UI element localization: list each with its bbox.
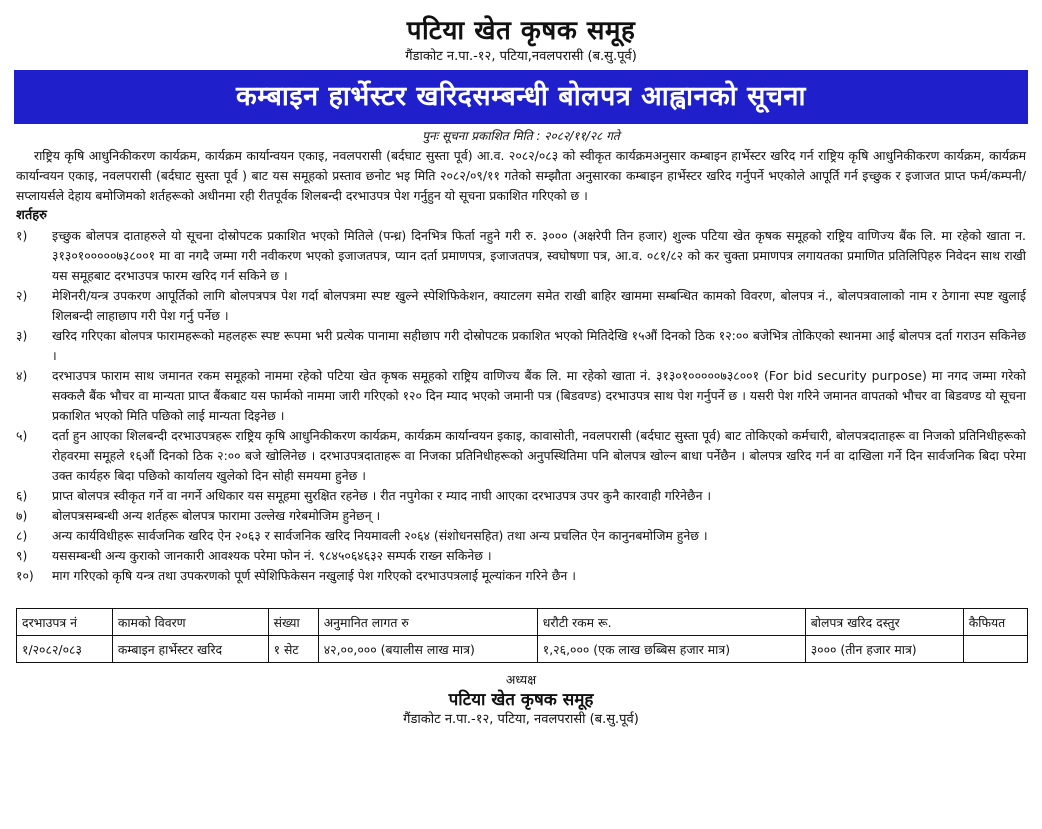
- term-text: दरभाउपत्र फाराम साथ जमानत रकम समूहको नाममा रहेको पटिया खेत कृषक समूहको राष्ट्रिय वाणिज्य बैंक लि. मा रहेको खाता नं. ३१३०१०००००७३८००१ (For bid security purpose) मा नगद जम्मा गरेको सक्कलै बैंक भौचर वा मान्यता प्राप्त बैंकबाट यस फार्मको नाममा जारी गरिएको १२० दिन म्याद भएको जमानी पत्र (बिडवण्ड) दरभाउपत्र साथ पेश गर्नुपर्ने छ । यसरी पेश गरिने जमानत वापतको भौचर वा बिडवण्ड यो सूचना प्रकाशित भएको मिति पछिको लाई मान्यता दिइनेछ ।: [52, 368, 1026, 423]
- org-address: गैंडाकोट न.पा.-१२, पटिया,नवलपरासी (ब.सु.पूर्व): [405, 49, 637, 64]
- term-item: [16, 426, 1026, 486]
- table-cell: १/२०८२/०८३: [17, 636, 113, 663]
- table-header-cell: धरौटी रकम रू.: [537, 609, 805, 636]
- tender-table: [16, 608, 1028, 663]
- term-text: माग गरिएको कृषि यन्त्र तथा उपकरणको पूर्ण स्पेशिफिकेसन नखुलाई पेश गरिएको दरभाउपत्रलाई मूल्यांकन गरिने छैन ।: [52, 568, 576, 583]
- reissue-date-note: पुनः सूचना प्रकाशित मिति : २०८२/११/२८ गते: [422, 129, 620, 143]
- table-header-cell: अनुमानित लागत रु: [318, 609, 537, 636]
- term-number: ९): [16, 548, 28, 563]
- term-item: [16, 526, 1026, 546]
- term-item: [16, 546, 1026, 566]
- table-header-cell: कैफियत: [963, 609, 1027, 636]
- table-row: [17, 636, 1028, 663]
- term-text: दर्ता हुन आएका शिलबन्दी दरभाउपत्रहरू राष्ट्रिय कृषि आधुनिकीकरण कार्यक्रम, कार्यक्रम कार्यान्वयन इकाइ, कावासोती, नवलपरासी (बर्दघाट सुस्ता पूर्व) बाट तोकिएको कर्मचारी, बोलपत्रदाताहरू वा निजको प्रतिनिधीहरूको रोहवरमा समूहले १६औं दिनको ठिक २:०० बजे खोलिनेछ । दरभाउपत्रदाताहरू वा निजका प्रतिनिधीहरूको अनुपस्थितिमा पनि बोलपत्र खोल्न बाधा पर्नेछैन । बोलपत्र खरिद गर्न वा दाखिला गर्ने दिन सार्वजनिक बिदा परेमा उक्त कार्यहरु बिदा पछिको कार्यालय खुलेको दिन सोही समयमा हुनेछ ।: [52, 428, 1026, 483]
- term-item: [16, 366, 1026, 426]
- intro-paragraph: राष्ट्रिय कृषि आधुनिकीकरण कार्यक्रम, कार्यक्रम कार्यान्वयन एकाइ, नवलपरासी (बर्दघाट सुस्ता पूर्व) आ.व. २०८२/०८३ को स्वीकृत कार्यक्रमअनुसार कम्बाइन हार्भेस्टर खरिद गर्न राष्ट्रिय कृषि आधुनिकीकरण कार्यक्रम, कार्यक्रम कार्यान्वयन एकाइ, नवलपरासी (बर्दघाट सुस्ता पूर्व ) बाट यस समूहको प्रस्ताव छनोट भइ मिति २०८२/०९/११ गतेको सम्झौता अनुसारका कम्बाइन हार्भेस्टर खरिद गर्नुपर्ने भएकोले आपूर्ति गर्न इच्छुक र इजाजत प्राप्त फर्म/कम्पनी/सप्लायर्सले देहाय बमोजिमको शर्तहरूको अधीनमा रही रीतपूर्वक शिलबन्दी दरभाउपत्र पेश गर्नुहुन यो सूचना प्रकाशित गरिएको छ ।: [16, 148, 1026, 203]
- term-number: १०): [16, 568, 34, 583]
- term-text: इच्छुक बोलपत्र दाताहरुले यो सूचना दोस्रोपटक प्रकाशित भएको मितिले (पन्ध्र) दिनभित्र फिर्ता नहुने गरी रु. ३००० (अक्षरेपी तिन हजार) शुल्क पटिया खेत कृषक समूहको राष्ट्रिय वाणिज्य बैंक लि. मा रहेको खाता न. ३१३०१०००००७३८००१ मा वा नगदै जम्मा गरी नवीकरण भएको इजाजतपत्र, प्यान दर्ता प्रमाणपत्र, इजाजतपत्र, स्वघोषणा पत्र, आ.व. ०८१/८२ को कर चुक्ता प्रमाणपत्र लगायतका प्रमाणित प्रतिलिपिहरु निवेदन साथ राखी यस समूहबाट दरभाउपत्र फारम खरिद गर्न सकिने छ ।: [52, 228, 1026, 283]
- table-cell: ३००० (तीन हजार मात्र): [805, 636, 963, 663]
- term-item: [16, 326, 1026, 366]
- table-cell: ४२,००,००० (बयालीस लाख मात्र): [318, 636, 537, 663]
- term-item: [16, 226, 1026, 286]
- term-number: २): [16, 288, 28, 303]
- term-text: प्राप्त बोलपत्र स्वीकृत गर्ने वा नगर्ने अधिकार यस समूहमा सुरक्षित रहनेछ । रीत नपुगेका र म्याद नाघी आएका दरभाउपत्र उपर कुनै कारवाही गरिनेछैन ।: [52, 488, 712, 503]
- table-cell: [963, 636, 1027, 663]
- table-cell: १ सेट: [268, 636, 318, 663]
- org-name: पटिया खेत कृषक समूह: [406, 16, 636, 46]
- table-cell: १,२६,००० (एक लाख छब्बिस हजार मात्र): [537, 636, 805, 663]
- term-number: ६): [16, 488, 28, 503]
- footer-address: गैंडाकोट न.पा.-१२, पटिया, नवलपरासी (ब.सु.पूर्व): [403, 712, 639, 727]
- term-number: १): [16, 228, 28, 243]
- terms-list: [14, 226, 1028, 586]
- term-text: अन्य कार्यविधीहरू सार्वजनिक खरिद ऐन २०६३ र सार्वजनिक खरिद नियमावली २०६४ (संशोधनसहित) तथा अन्य प्रचलित ऐन कानुनबमोजिम हुनेछ ।: [52, 528, 708, 543]
- term-number: ७): [16, 508, 28, 523]
- term-text: यससम्बन्धी अन्य कुराको जानकारी आवश्यक परेमा फोन नं. ९८४५०६४६३२ सम्पर्क राख्न सकिनेछ ।: [52, 548, 492, 563]
- table-cell: कम्बाइन हार्भेस्टर खरिद: [112, 636, 268, 663]
- table-header-row: [17, 609, 1028, 636]
- term-item: [16, 566, 1026, 586]
- notice-page: [0, 14, 1042, 829]
- table-header-cell: दरभाउपत्र नं: [17, 609, 113, 636]
- signature-block: [14, 671, 1028, 729]
- term-text: मेशिनरी/यन्त्र उपकरण आपूर्तिको लागि बोलपत्रपत्र पेश गर्दा बोलपत्रमा स्पष्ट खुल्ने स्पेशिफिकेशन, क्याटलग समेत राखी बाहिर खाममा सम्बन्धित कामको विवरण, बोलपत्र नं., बोलपत्रवालाको नाम र ठेगाना स्पष्ट खुलाई शिलबन्दी लाहाछाप गरी पेश गर्नु पर्नेछ ।: [52, 288, 1026, 323]
- term-item: [16, 286, 1026, 326]
- terms-heading: शर्तहरु: [16, 208, 47, 223]
- term-number: ३): [16, 328, 28, 343]
- table-header-cell: कामको विवरण: [112, 609, 268, 636]
- table-header-cell: बोलपत्र खरिद दस्तुर: [805, 609, 963, 636]
- chair-title: अध्यक्ष: [505, 672, 537, 687]
- term-number: ८): [16, 528, 28, 543]
- table-header-cell: संख्या: [268, 609, 318, 636]
- term-item: [16, 506, 1026, 526]
- term-text: बोलपत्रसम्बन्धी अन्य शर्तहरू बोलपत्र फारामा उल्लेख गरेबमोजिम हुनेछन् ।: [52, 508, 381, 523]
- term-text: खरिद गरिएका बोलपत्र फारामहरूको महलहरू स्पष्ट रूपमा भरी प्रत्येक पानामा सहीछाप गरी दोस्रोपटक प्रकाशित भएको मितिदेखि १५औं दिनको ठिक १२:०० बजेभित्र तोकिएको स्थानमा आई बोलपत्र दर्ता गराउन सकिनेछ ।: [52, 328, 1026, 363]
- notice-title-banner: कम्बाइन हार्भेस्टर खरिदसम्बन्धी बोलपत्र आह्वानको सूचना: [14, 70, 1028, 124]
- term-item: [16, 486, 1026, 506]
- term-number: ४): [16, 368, 28, 383]
- footer-org-name: पटिया खेत कृषक समूह: [448, 690, 594, 710]
- term-number: ५): [16, 428, 28, 443]
